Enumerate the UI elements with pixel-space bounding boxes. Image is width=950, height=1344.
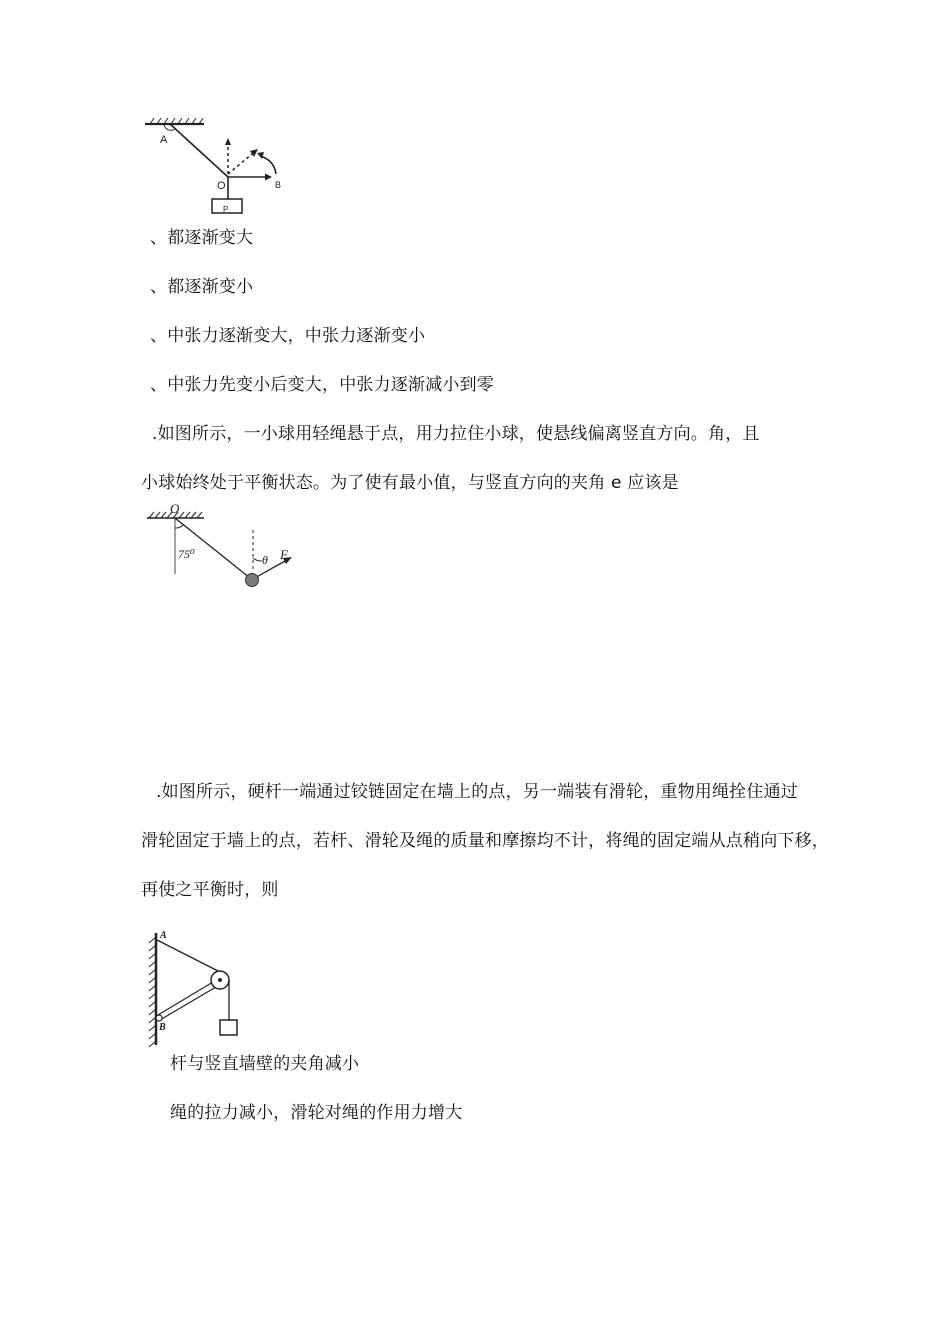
figure3-label-a: A (160, 930, 167, 941)
q3-option-b: 绳的拉力减小，滑轮对绳的作用力增大 (170, 1103, 463, 1123)
figure1-label-b: B (275, 180, 282, 190)
figure2-force-label: F (280, 547, 288, 562)
q3-text-line-2: 滑轮固定于墙上的点，若杆、滑轮及绳的质量和摩擦均不计，将绳的固定端从点稍向下移， (141, 831, 829, 851)
q1-option-d: 、中张力先变小后变大，中张力逐渐减小到零 (150, 375, 494, 395)
figure-rope-pulley-force (140, 112, 290, 218)
q1-option-c: 、中张力逐渐变大，中张力逐渐变小 (150, 326, 426, 346)
figure1-label-o: O (217, 180, 226, 192)
q2-text-line-1: .如图所示，一小球用轻绳悬于点，用力拉住小球，使悬线偏离竖直方向。角，且 (152, 424, 760, 444)
q1-option-a: 、都逐渐变大 (150, 228, 254, 248)
figure3-label-b: B (159, 1022, 166, 1033)
q3-option-a: 杆与竖直墙壁的夹角减小 (170, 1054, 360, 1074)
figure2-theta-label: θ (262, 553, 268, 567)
q3-text-line-1: .如图所示，硬杆一端通过铰链固定在墙上的点，另一端装有滑轮，重物用绳拴住通过 (156, 782, 799, 802)
figure1-label-a: A (160, 134, 168, 146)
q3-text-line-3: 再使之平衡时，则 (141, 880, 279, 900)
figure1-label-p: P (223, 205, 229, 214)
figure-hanging-ball (142, 500, 304, 592)
figure2-label-o: O (170, 501, 180, 516)
q1-option-b: 、都逐渐变小 (150, 277, 254, 297)
q2-text-line-2: 小球始终处于平衡状态。为了使有最小值，与竖直方向的夹角 e 应该是 (141, 473, 679, 493)
figure-wall-rod-pulley (140, 925, 250, 1050)
figure2-angle-label: 75⁰ (178, 547, 195, 561)
